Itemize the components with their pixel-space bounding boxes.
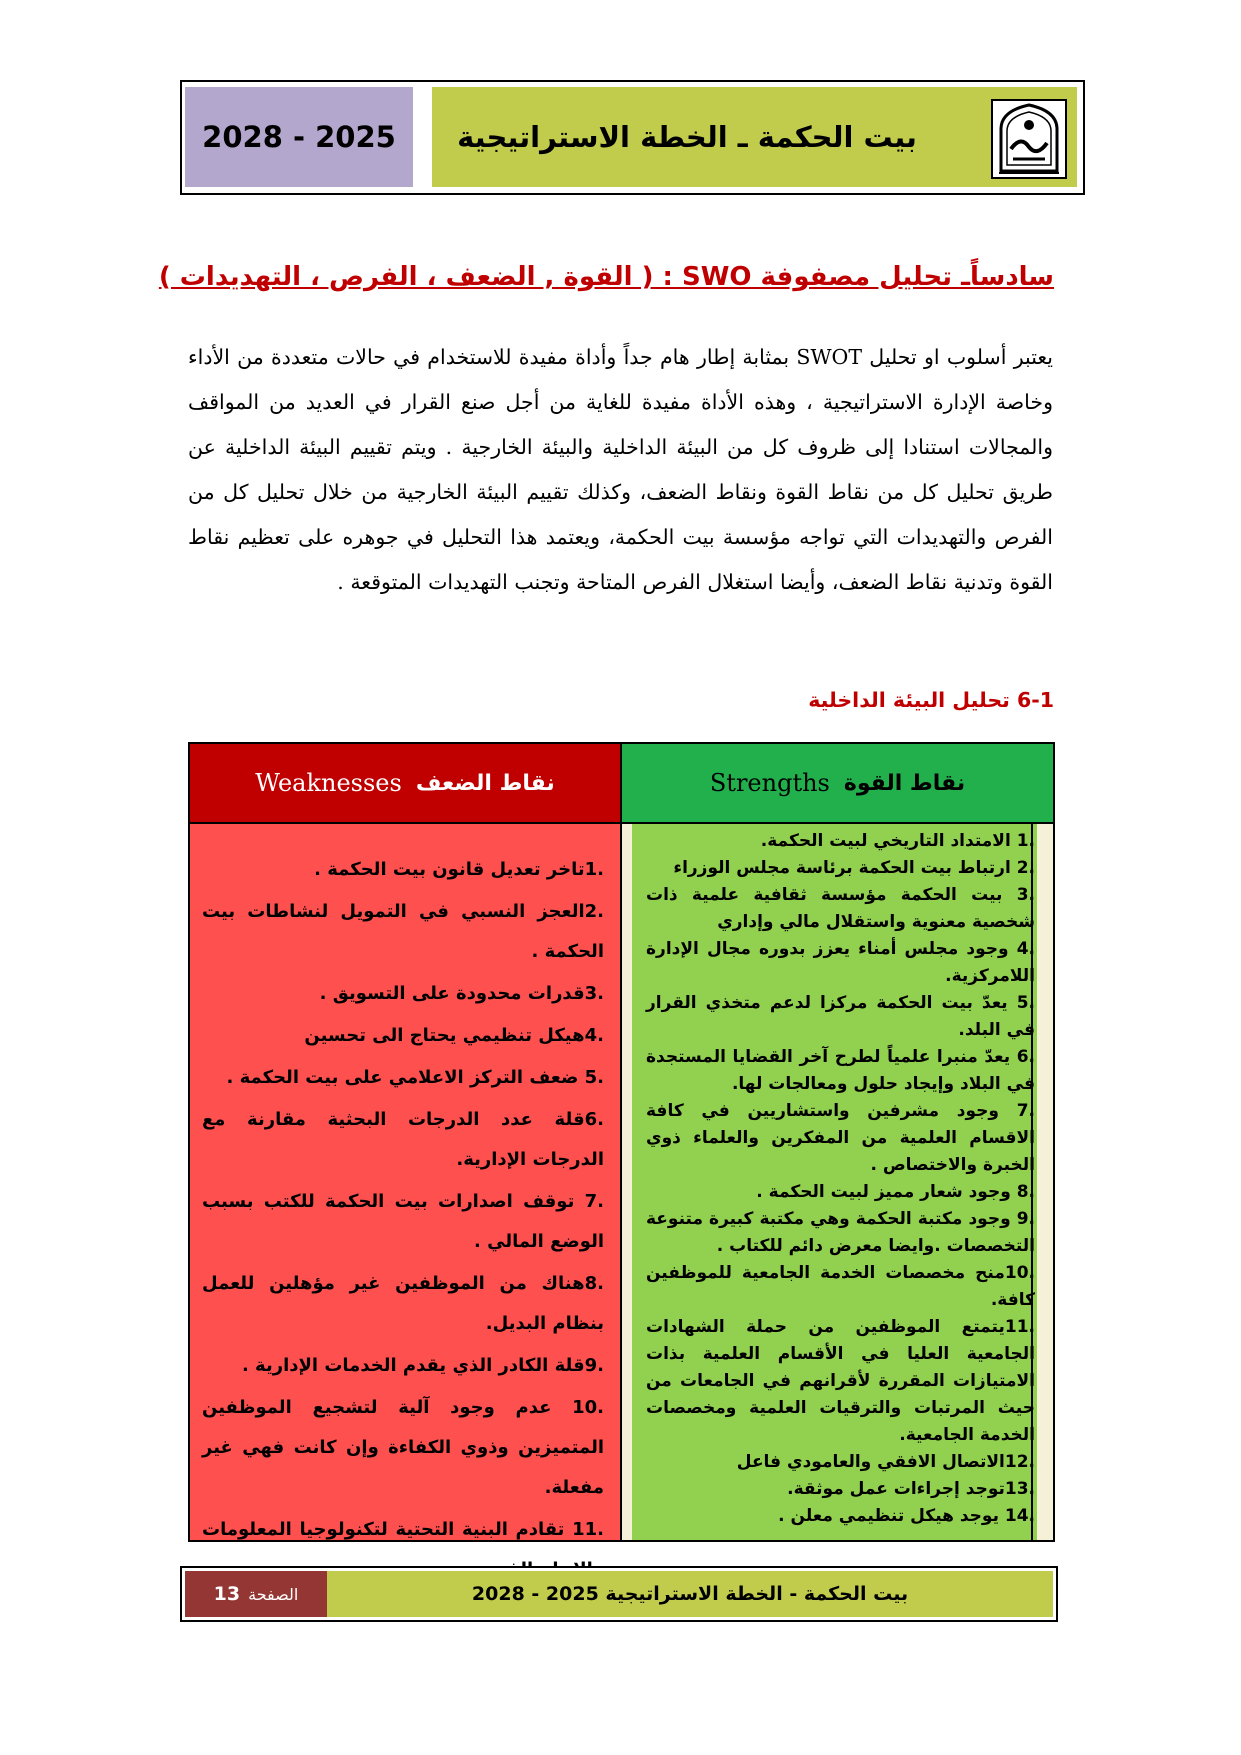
weakness-item: 3.قدرات محدودة على التسويق . bbox=[319, 983, 604, 1004]
strengths-header-ar: نقاط القوة bbox=[843, 770, 966, 796]
page-number: 13 bbox=[213, 1583, 241, 1605]
strengths-column bbox=[622, 824, 1053, 1540]
strength-item: 6. يعدّ منبرا علمياً لطرح آخر القضايا المستجدة في البلاد وإيجاد حلول ومعالجات لها. bbox=[646, 1047, 1035, 1094]
strengths-header-en: Strengths bbox=[709, 769, 830, 797]
weakness-item: 10. عدم وجود آلية لتشجيع الموظفين المتميزين وذوي الكفاءة وإن كانت فهي غير مفعلة. bbox=[202, 1397, 604, 1498]
strengths-panel bbox=[632, 824, 1037, 1540]
weakness-item: 2.العجز النسبي في التمويل لنشاطات بيت الحكمة . bbox=[202, 901, 604, 962]
page-header bbox=[180, 80, 1085, 195]
weakness-item: 7. توقف اصدارات بيت الحكمة للكتب بسبب الوضع المالي . bbox=[202, 1191, 604, 1252]
strength-item: 14. يوجد هيكل تنظيمي معلن . bbox=[778, 1506, 1035, 1526]
weakness-item: 11. تقادم البنية التحتية لتكنولوجيا المعلومات bbox=[202, 1519, 604, 1540]
header-years: 2028 - 2025 bbox=[185, 87, 413, 187]
strength-item: 3. بيت الحكمة مؤسسة ثقافية علمية ذات شخصية معنوية واستقلال مالي وإداري bbox=[646, 885, 1035, 932]
page-footer bbox=[180, 1566, 1058, 1622]
header-title: بيت الحكمة ـ الخطة الاستراتيجية bbox=[457, 120, 917, 154]
strengths-header bbox=[622, 744, 1053, 822]
strength-item: 13.توجد إجراءات عمل موثقة. bbox=[787, 1479, 1035, 1499]
strength-item: 10.منح مخصصات الخدمة الجامعية للموظفين كافة. bbox=[646, 1263, 1035, 1310]
strength-item: 2. ارتباط بيت الحكمة برئاسة مجلس الوزراء bbox=[673, 858, 1035, 878]
weakness-item: 8.هناك من الموظفين غير مؤهلين للعمل بنظام البديل. bbox=[202, 1273, 604, 1334]
strength-item: 8. وجود شعار مميز لبيت الحكمة . bbox=[756, 1182, 1035, 1202]
strength-item: 9. وجود مكتبة الحكمة وهي مكتبة كبيرة متنوعة التخصصات .وايضا معرض دائم للكتاب . bbox=[646, 1209, 1035, 1256]
swot-internal-matrix bbox=[188, 742, 1055, 1542]
strength-item: 12.الاتصال الافقي والعامودي فاعل bbox=[736, 1452, 1035, 1472]
bayt-al-hikma-logo bbox=[991, 99, 1067, 179]
strength-item: 1. الامتداد التاريخي لبيت الحكمة. bbox=[760, 831, 1035, 851]
strength-item: 11.يتمتع الموظفين من حملة الشهادات الجامعية العليا في الأقسام العلمية بذات الامتيازات المقررة لأقرانهم في الجامعات من حيث المرتبات والترقيات العلمية ومخصصات الخدمة الجامعية. bbox=[646, 1317, 1035, 1445]
header-title-box bbox=[432, 87, 1077, 187]
weakness-item: 9.قلة الكادر الذي يقدم الخدمات الإدارية . bbox=[241, 1355, 604, 1376]
weakness-item: 6.قلة عدد الدرجات البحثية مقارنة مع الدرجات الإدارية. bbox=[202, 1109, 604, 1170]
section-title: سادساًـ تحليل مصفوفة SWO : ( القوة , الضعف ، الفرص ، التهديدات ) bbox=[158, 262, 1054, 292]
weaknesses-header-en: Weaknesses bbox=[255, 769, 402, 797]
strength-item: 5. يعدّ بيت الحكمة مركزا لدعم متخذي القرار في البلد. bbox=[646, 993, 1035, 1040]
weaknesses-column bbox=[190, 824, 620, 1540]
weakness-item: 4.هيكل تنظيمي يحتاج الى تحسين bbox=[304, 1025, 604, 1046]
subsection-title: 6-1 تحليل البيئة الداخلية bbox=[808, 688, 1054, 712]
weakness-item: 5. ضعف التركز الاعلامي على بيت الحكمة . bbox=[226, 1067, 604, 1088]
weaknesses-list bbox=[202, 850, 604, 1592]
strength-item: 7. وجود مشرفين واستشاريين في كافة الاقسام العلمية من المفكرين والعلماء ذوي الخبرة والاختصاص . bbox=[646, 1101, 1035, 1175]
page-number-box bbox=[185, 1571, 327, 1617]
weaknesses-header-ar: نقاط الضعف bbox=[415, 770, 555, 796]
intro-paragraph: يعتبر أسلوب او تحليل SWOT بمثابة إطار هام جداً وأداة مفيدة للاستخدام في حالات متعددة من الأداء وخاصة الإدارة الاستراتيجية ، وهذه الأداة مفيدة للغاية من أجل صنع القرار في العديد من المواقف والمجالات استنادا إلى ظروف كل من البيئة الداخلية والبيئة الخارجية . ويتم تقييم البيئة الداخلية عن طريق تحليل كل من نقاط القوة ونقاط الضعف، وكذلك تقييم البيئة الخارجية من خلال تحليل كل من الفرص والتهديدات التي تواجه مؤسسة بيت الحكمة، ويعتمد هذا التحليل في جوهره على تعظيم نقاط القوة وتدنية نقاط الضعف، وأيضا استغلال الفرص المتاحة وتجنب التهديدات المتوقعة . bbox=[188, 345, 1053, 594]
page-label: الصفحة bbox=[248, 1584, 299, 1604]
strength-item: 4. وجود مجلس أمناء يعزز بدوره مجال الإدارة اللامركزية. bbox=[646, 939, 1035, 986]
weakness-item: 1.تاخر تعديل قانون بيت الحكمة . bbox=[314, 859, 604, 880]
weaknesses-header bbox=[190, 744, 620, 822]
strengths-list bbox=[646, 828, 1035, 1530]
footer-title: بيت الحكمة - الخطة الاستراتيجية 2025 - 2028 bbox=[327, 1571, 1053, 1617]
